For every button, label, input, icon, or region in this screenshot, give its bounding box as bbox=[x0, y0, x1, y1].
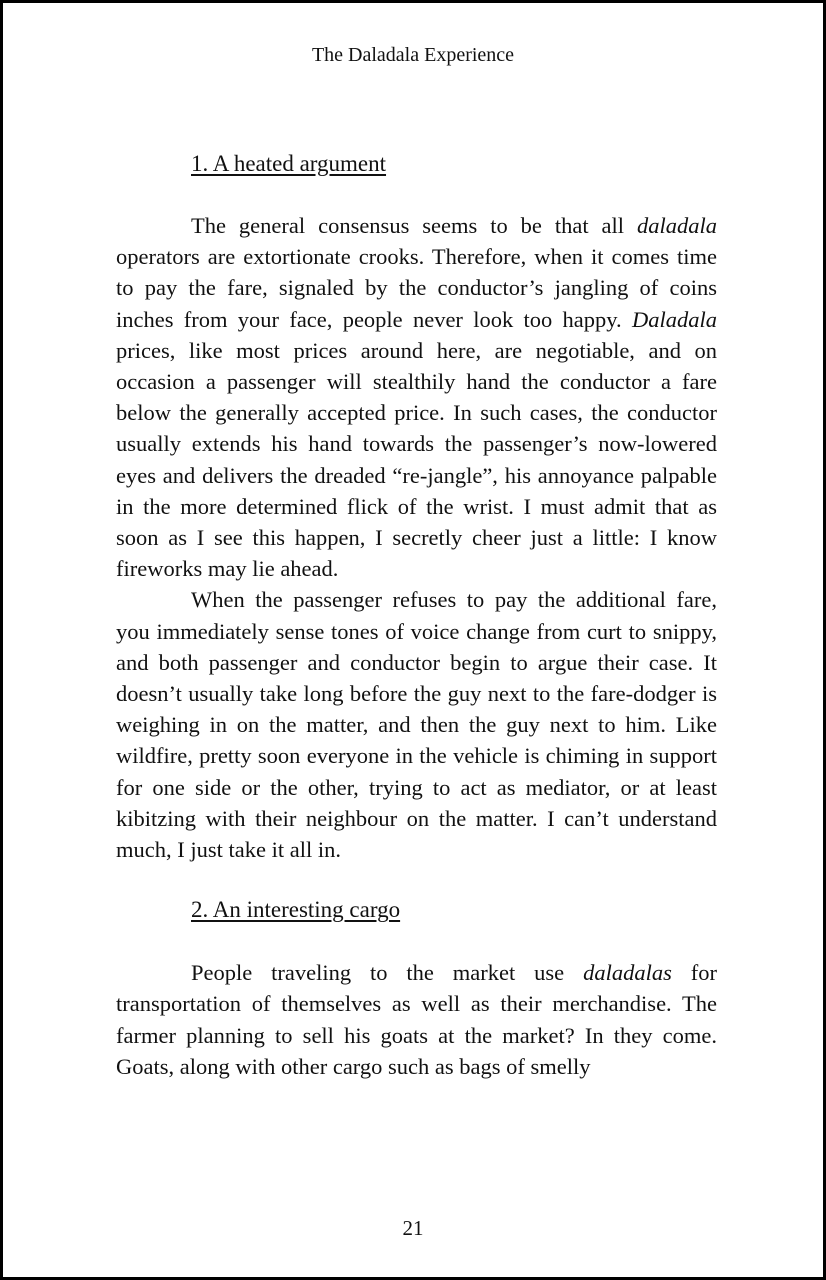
italic-term: daladalas bbox=[583, 960, 672, 986]
paragraph-text: The general consensus seems to be that all bbox=[191, 213, 637, 238]
section-heading: 1. A heated argument bbox=[191, 151, 387, 176]
page-number: 21 bbox=[402, 1216, 424, 1240]
section-heading: 2. An interesting cargo bbox=[191, 897, 401, 923]
running-head: The Daladala Experience bbox=[311, 44, 515, 66]
italic-term: Daladala bbox=[631, 306, 717, 332]
paragraph-text: for transportation of themselves as well as their merchandise. The farmer planning to sell his goats at the market? In they come. Goats, along with other cargo such as bags of smelly bbox=[116, 960, 717, 1079]
paragraph-text: operators are extortionate crooks. Therefore, when it comes time to pay the fare, signaled by the conductor’s jangling of coins inches from your face, people never look too happy. bbox=[116, 244, 717, 332]
paragraph bbox=[116, 957, 717, 1082]
paragraph bbox=[116, 584, 717, 865]
page-body bbox=[116, 148, 717, 1082]
italic-term: daladala bbox=[636, 213, 717, 238]
paragraph bbox=[116, 210, 717, 584]
paragraph-text: prices, like most prices around here, are negotiable, and on occasion a passenger will stealthily hand the conductor a fare below the generally accepted price. In such cases, the conductor usually extends his hand towards the passenger’s now-lowered eyes and delivers the dreaded “re-jangle”, his annoyance palpable in the more determined flick of the wrist. I must admit that as soon as I see this happen, I secretly cheer just a little: I know fireworks may lie ahead. bbox=[116, 337, 717, 582]
paragraph-text: People traveling to the market use bbox=[191, 960, 584, 986]
paragraph-text: When the passenger refuses to pay the additional fare, you immediately sense tones of voice change from curt to snippy, and both passenger and conductor begin to argue their case. It doesn’t usually take long before the guy next to the fare-dodger is weighing in on the matter, and then the guy next to him. Like wildfire, pretty soon everyone in the vehicle is chiming in support for one side or the other, trying to act as mediator, or at least kibitzing with their neighbour on the matter. I can’t understand much, I just take it all in. bbox=[116, 587, 717, 863]
